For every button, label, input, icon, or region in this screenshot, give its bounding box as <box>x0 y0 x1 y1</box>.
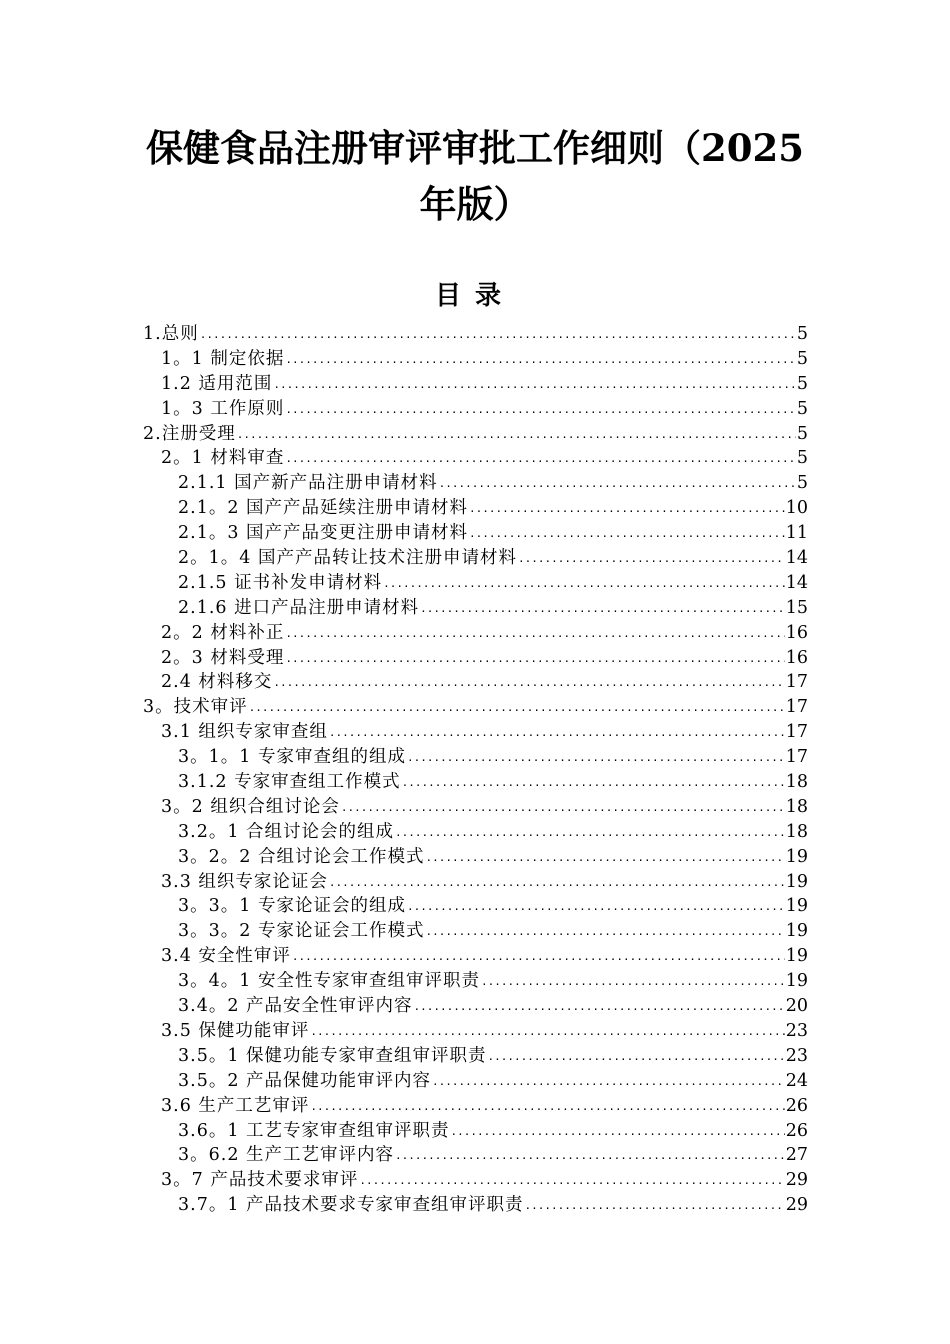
toc-entry[interactable] <box>143 870 808 895</box>
toc-entry-title: 3.5。1 保健功能专家审查组审评职责 <box>178 1045 487 1066</box>
toc-dot-leader <box>292 945 785 970</box>
toc-dot-leader <box>249 696 785 721</box>
toc-entry[interactable] <box>143 1119 808 1144</box>
toc-page-number: 24 <box>785 1070 808 1091</box>
toc-entry-title: 2。1 材料审查 <box>161 448 285 469</box>
toc-entry[interactable] <box>143 919 808 944</box>
toc-dot-leader <box>432 1070 785 1095</box>
toc-entry-title: 3.7。1 产品技术要求专家审查组审评职责 <box>178 1195 524 1216</box>
toc-dot-leader <box>481 970 785 995</box>
toc-entry[interactable] <box>143 1044 808 1069</box>
toc-entry-title: 2.1.5 证书补发申请材料 <box>178 572 383 593</box>
toc-entry[interactable] <box>143 546 808 571</box>
toc-dot-leader <box>359 1169 784 1194</box>
toc-entry-title: 2.1.6 进口产品注册申请材料 <box>178 597 420 618</box>
toc-entry[interactable] <box>143 670 808 695</box>
toc-dot-leader <box>341 796 785 821</box>
toc-entry[interactable] <box>143 944 808 969</box>
toc-page-number: 17 <box>785 747 808 768</box>
toc-dot-leader <box>285 647 784 672</box>
toc-entry[interactable] <box>143 820 808 845</box>
toc-page-number: 10 <box>785 498 808 519</box>
toc-entry[interactable] <box>143 621 808 646</box>
toc-page-number: 5 <box>796 324 808 344</box>
toc-page-number: 5 <box>796 448 808 469</box>
toc-page-number: 16 <box>785 622 808 643</box>
toc-dot-leader <box>407 895 785 920</box>
toc-entry-title: 3.6 生产工艺审评 <box>161 1095 310 1116</box>
toc-entry[interactable] <box>143 322 808 347</box>
toc-entry-title: 2.4 材料移交 <box>161 672 273 693</box>
toc-page-number: 19 <box>785 896 808 917</box>
toc-entry[interactable] <box>143 894 808 919</box>
toc-page-number: 5 <box>796 398 808 419</box>
toc-page-number: 5 <box>796 423 808 444</box>
toc-entry[interactable] <box>143 422 808 447</box>
toc-entry[interactable] <box>143 521 808 546</box>
document-title: 保健食品注册审评审批工作细则（2025年版） <box>146 126 804 226</box>
table-of-contents <box>143 322 808 1218</box>
toc-entry-title: 3.6。1 工艺专家审查组审评职责 <box>178 1120 450 1141</box>
toc-dot-leader <box>469 522 785 547</box>
toc-dot-leader <box>414 995 785 1020</box>
toc-page-number: 26 <box>785 1095 808 1116</box>
toc-entry-title: 2.注册受理 <box>143 423 236 444</box>
toc-entry[interactable] <box>143 646 808 671</box>
toc-entry[interactable] <box>143 845 808 870</box>
toc-entry[interactable] <box>143 1193 808 1218</box>
toc-entry[interactable] <box>143 770 808 795</box>
toc-dot-leader <box>395 821 785 846</box>
toc-page-number: 23 <box>785 1045 808 1066</box>
toc-entry[interactable] <box>143 720 808 745</box>
toc-entry-title: 3.1 组织专家审查组 <box>161 722 328 743</box>
toc-entry-title: 2.1.1 国产新产品注册申请材料 <box>178 473 438 494</box>
toc-entry-title: 1.2 适用范围 <box>161 373 273 394</box>
toc-page-number: 27 <box>785 1145 808 1166</box>
toc-page-number: 29 <box>785 1170 808 1191</box>
toc-entry[interactable] <box>143 372 808 397</box>
toc-entry-title: 3。4。1 安全性专家审查组审评职责 <box>178 971 480 992</box>
toc-entry[interactable] <box>143 1019 808 1044</box>
toc-dot-leader <box>285 447 796 472</box>
toc-entry-title: 3.3 组织专家论证会 <box>161 871 328 892</box>
toc-page-number: 19 <box>785 921 808 942</box>
toc-entry[interactable] <box>143 596 808 621</box>
toc-dot-leader <box>285 622 784 647</box>
toc-heading: 目录 <box>434 281 515 311</box>
toc-entry-title: 3.2。1 合组讨论会的组成 <box>178 821 395 842</box>
toc-entry-title: 3。7 产品技术要求审评 <box>161 1170 359 1191</box>
toc-dot-leader <box>237 423 796 448</box>
toc-entry-title: 3。2 组织合组讨论会 <box>161 796 340 817</box>
toc-page-number: 26 <box>785 1120 808 1141</box>
toc-entry[interactable] <box>143 347 808 372</box>
toc-entry-title: 2.1。3 国产产品变更注册申请材料 <box>178 523 469 544</box>
toc-page-number: 17 <box>785 722 808 743</box>
toc-entry[interactable] <box>143 571 808 596</box>
toc-dot-leader <box>329 871 785 896</box>
toc-dot-leader <box>285 398 796 423</box>
toc-entry-title: 3.4。2 产品安全性审评内容 <box>178 996 413 1017</box>
toc-dot-leader <box>425 920 784 945</box>
toc-page-number: 14 <box>785 572 808 593</box>
toc-dot-leader <box>469 497 785 522</box>
toc-dot-leader <box>439 472 796 497</box>
toc-entry[interactable] <box>143 1168 808 1193</box>
toc-entry-title: 1。1 制定依据 <box>161 348 285 369</box>
toc-entry[interactable] <box>143 745 808 770</box>
toc-page-number: 18 <box>785 821 808 842</box>
toc-dot-leader <box>383 572 785 597</box>
toc-entry-title: 1。3 工作原则 <box>161 398 285 419</box>
toc-page-number: 20 <box>785 996 808 1017</box>
toc-entry[interactable] <box>143 1143 808 1168</box>
toc-entry[interactable] <box>143 994 808 1019</box>
toc-dot-leader <box>402 771 785 796</box>
toc-dot-leader <box>407 746 785 771</box>
toc-entry-title: 1.总则 <box>143 324 199 344</box>
toc-page-number: 23 <box>785 1020 808 1041</box>
toc-entry-title: 3.5。2 产品保健功能审评内容 <box>178 1070 432 1091</box>
toc-entry-title: 3。1。1 专家审查组的组成 <box>178 747 406 768</box>
toc-page-number: 18 <box>785 772 808 793</box>
toc-dot-leader <box>525 1194 785 1219</box>
toc-dot-leader <box>310 1095 784 1120</box>
toc-page-number: 19 <box>785 971 808 992</box>
toc-page-number: 11 <box>785 523 808 544</box>
toc-entry-title: 2。3 材料受理 <box>161 647 285 668</box>
toc-page-number: 14 <box>785 548 808 569</box>
toc-entry[interactable] <box>143 496 808 521</box>
toc-page-number: 19 <box>785 871 808 892</box>
toc-page-number: 15 <box>785 597 808 618</box>
toc-entry-title: 3。技术审评 <box>143 697 248 718</box>
toc-page-number: 19 <box>785 946 808 967</box>
toc-page-number: 5 <box>796 373 808 394</box>
toc-dot-leader <box>285 348 796 373</box>
toc-dot-leader <box>451 1120 785 1145</box>
toc-dot-leader <box>200 323 796 348</box>
toc-entry-title: 2。1。4 国产产品转让技术注册申请材料 <box>178 548 517 569</box>
toc-entry[interactable] <box>143 695 808 720</box>
toc-entry-title: 3.5 保健功能审评 <box>161 1020 310 1041</box>
toc-entry[interactable] <box>143 1069 808 1094</box>
toc-dot-leader <box>273 373 795 398</box>
toc-page-number: 5 <box>796 473 808 494</box>
toc-page-number: 5 <box>796 348 808 369</box>
toc-dot-leader <box>395 1144 785 1169</box>
toc-entry-title: 2.1。2 国产产品延续注册申请材料 <box>178 498 469 519</box>
toc-page-number: 18 <box>785 796 808 817</box>
toc-entry-title: 3。3。1 专家论证会的组成 <box>178 896 406 917</box>
toc-entry[interactable] <box>143 397 808 422</box>
toc-entry-title: 3。2。2 合组讨论会工作模式 <box>178 846 425 867</box>
toc-page-number: 16 <box>785 647 808 668</box>
toc-dot-leader <box>420 597 785 622</box>
toc-entry[interactable] <box>143 471 808 496</box>
toc-entry[interactable] <box>143 969 808 994</box>
toc-dot-leader <box>425 846 784 871</box>
toc-entry-title: 3.4 安全性审评 <box>161 946 291 967</box>
toc-page-number: 29 <box>785 1195 808 1216</box>
toc-dot-leader <box>310 1020 784 1045</box>
toc-page-number: 17 <box>785 672 808 693</box>
toc-entry-title: 3.1.2 专家审查组工作模式 <box>178 772 401 793</box>
toc-dot-leader <box>273 671 784 696</box>
toc-entry[interactable] <box>143 1094 808 1119</box>
toc-dot-leader <box>518 547 785 572</box>
toc-dot-leader <box>329 721 785 746</box>
toc-entry-title: 3。6.2 生产工艺审评内容 <box>178 1145 395 1166</box>
toc-entry[interactable] <box>143 795 808 820</box>
toc-page-number: 19 <box>785 846 808 867</box>
toc-entry-title: 2。2 材料补正 <box>161 622 285 643</box>
toc-entry[interactable] <box>143 446 808 471</box>
toc-entry-title: 3。3。2 专家论证会工作模式 <box>178 921 425 942</box>
toc-page-number: 17 <box>785 697 808 718</box>
toc-dot-leader <box>488 1045 785 1070</box>
